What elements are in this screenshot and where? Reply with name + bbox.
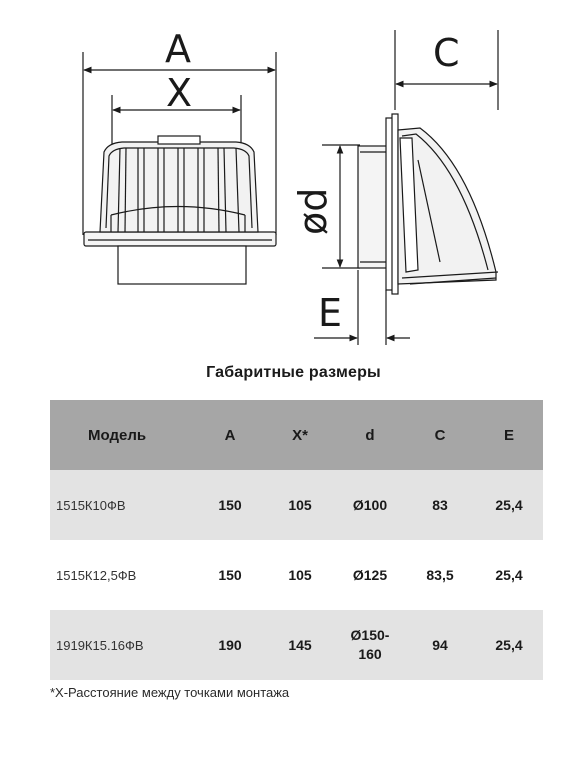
dimensions-table [50, 400, 543, 680]
table-row [50, 470, 543, 540]
table-row [50, 610, 543, 680]
header-c: C [405, 400, 475, 470]
technical-drawing [0, 0, 587, 360]
cell-a: 150 [218, 566, 242, 583]
label-d: ød [291, 187, 335, 235]
cell-a: 190 [195, 610, 265, 680]
header-d: d [335, 400, 405, 470]
cell-x: 105 [265, 470, 335, 540]
header-e: E [475, 400, 543, 470]
cell-d: Ø125 [352, 566, 388, 583]
table-row [50, 540, 543, 610]
cell-c: 83,5 [426, 566, 454, 583]
footnote: *Х-Расстояние между точками монтажа [50, 685, 290, 700]
cell-e: 25,4 [475, 610, 543, 680]
section-title: Габаритные размеры [206, 364, 381, 381]
cell-a: 150 [195, 470, 265, 540]
cell-e: 25,4 [495, 566, 523, 583]
table-header-row [50, 400, 543, 470]
cell-e: 25,4 [475, 470, 543, 540]
cell-c: 94 [405, 610, 475, 680]
label-e: E [318, 291, 343, 335]
cell-model: 1515К12,5ФВ [56, 567, 137, 583]
header-model: Модель [50, 400, 195, 470]
header-a: A [195, 400, 265, 470]
cell-x: 145 [265, 610, 335, 680]
cell-d: Ø150-160 [335, 610, 405, 680]
label-x: X [166, 71, 193, 115]
cell-c: 83 [405, 470, 475, 540]
cell-x: 105 [288, 566, 312, 583]
cell-model: 1515К10ФВ [50, 470, 195, 540]
cell-model: 1919К15.16ФВ [50, 610, 195, 680]
header-x: X* [265, 400, 335, 470]
label-a: A [165, 27, 191, 71]
label-c: C [433, 31, 460, 75]
cell-d: Ø100 [335, 470, 405, 540]
